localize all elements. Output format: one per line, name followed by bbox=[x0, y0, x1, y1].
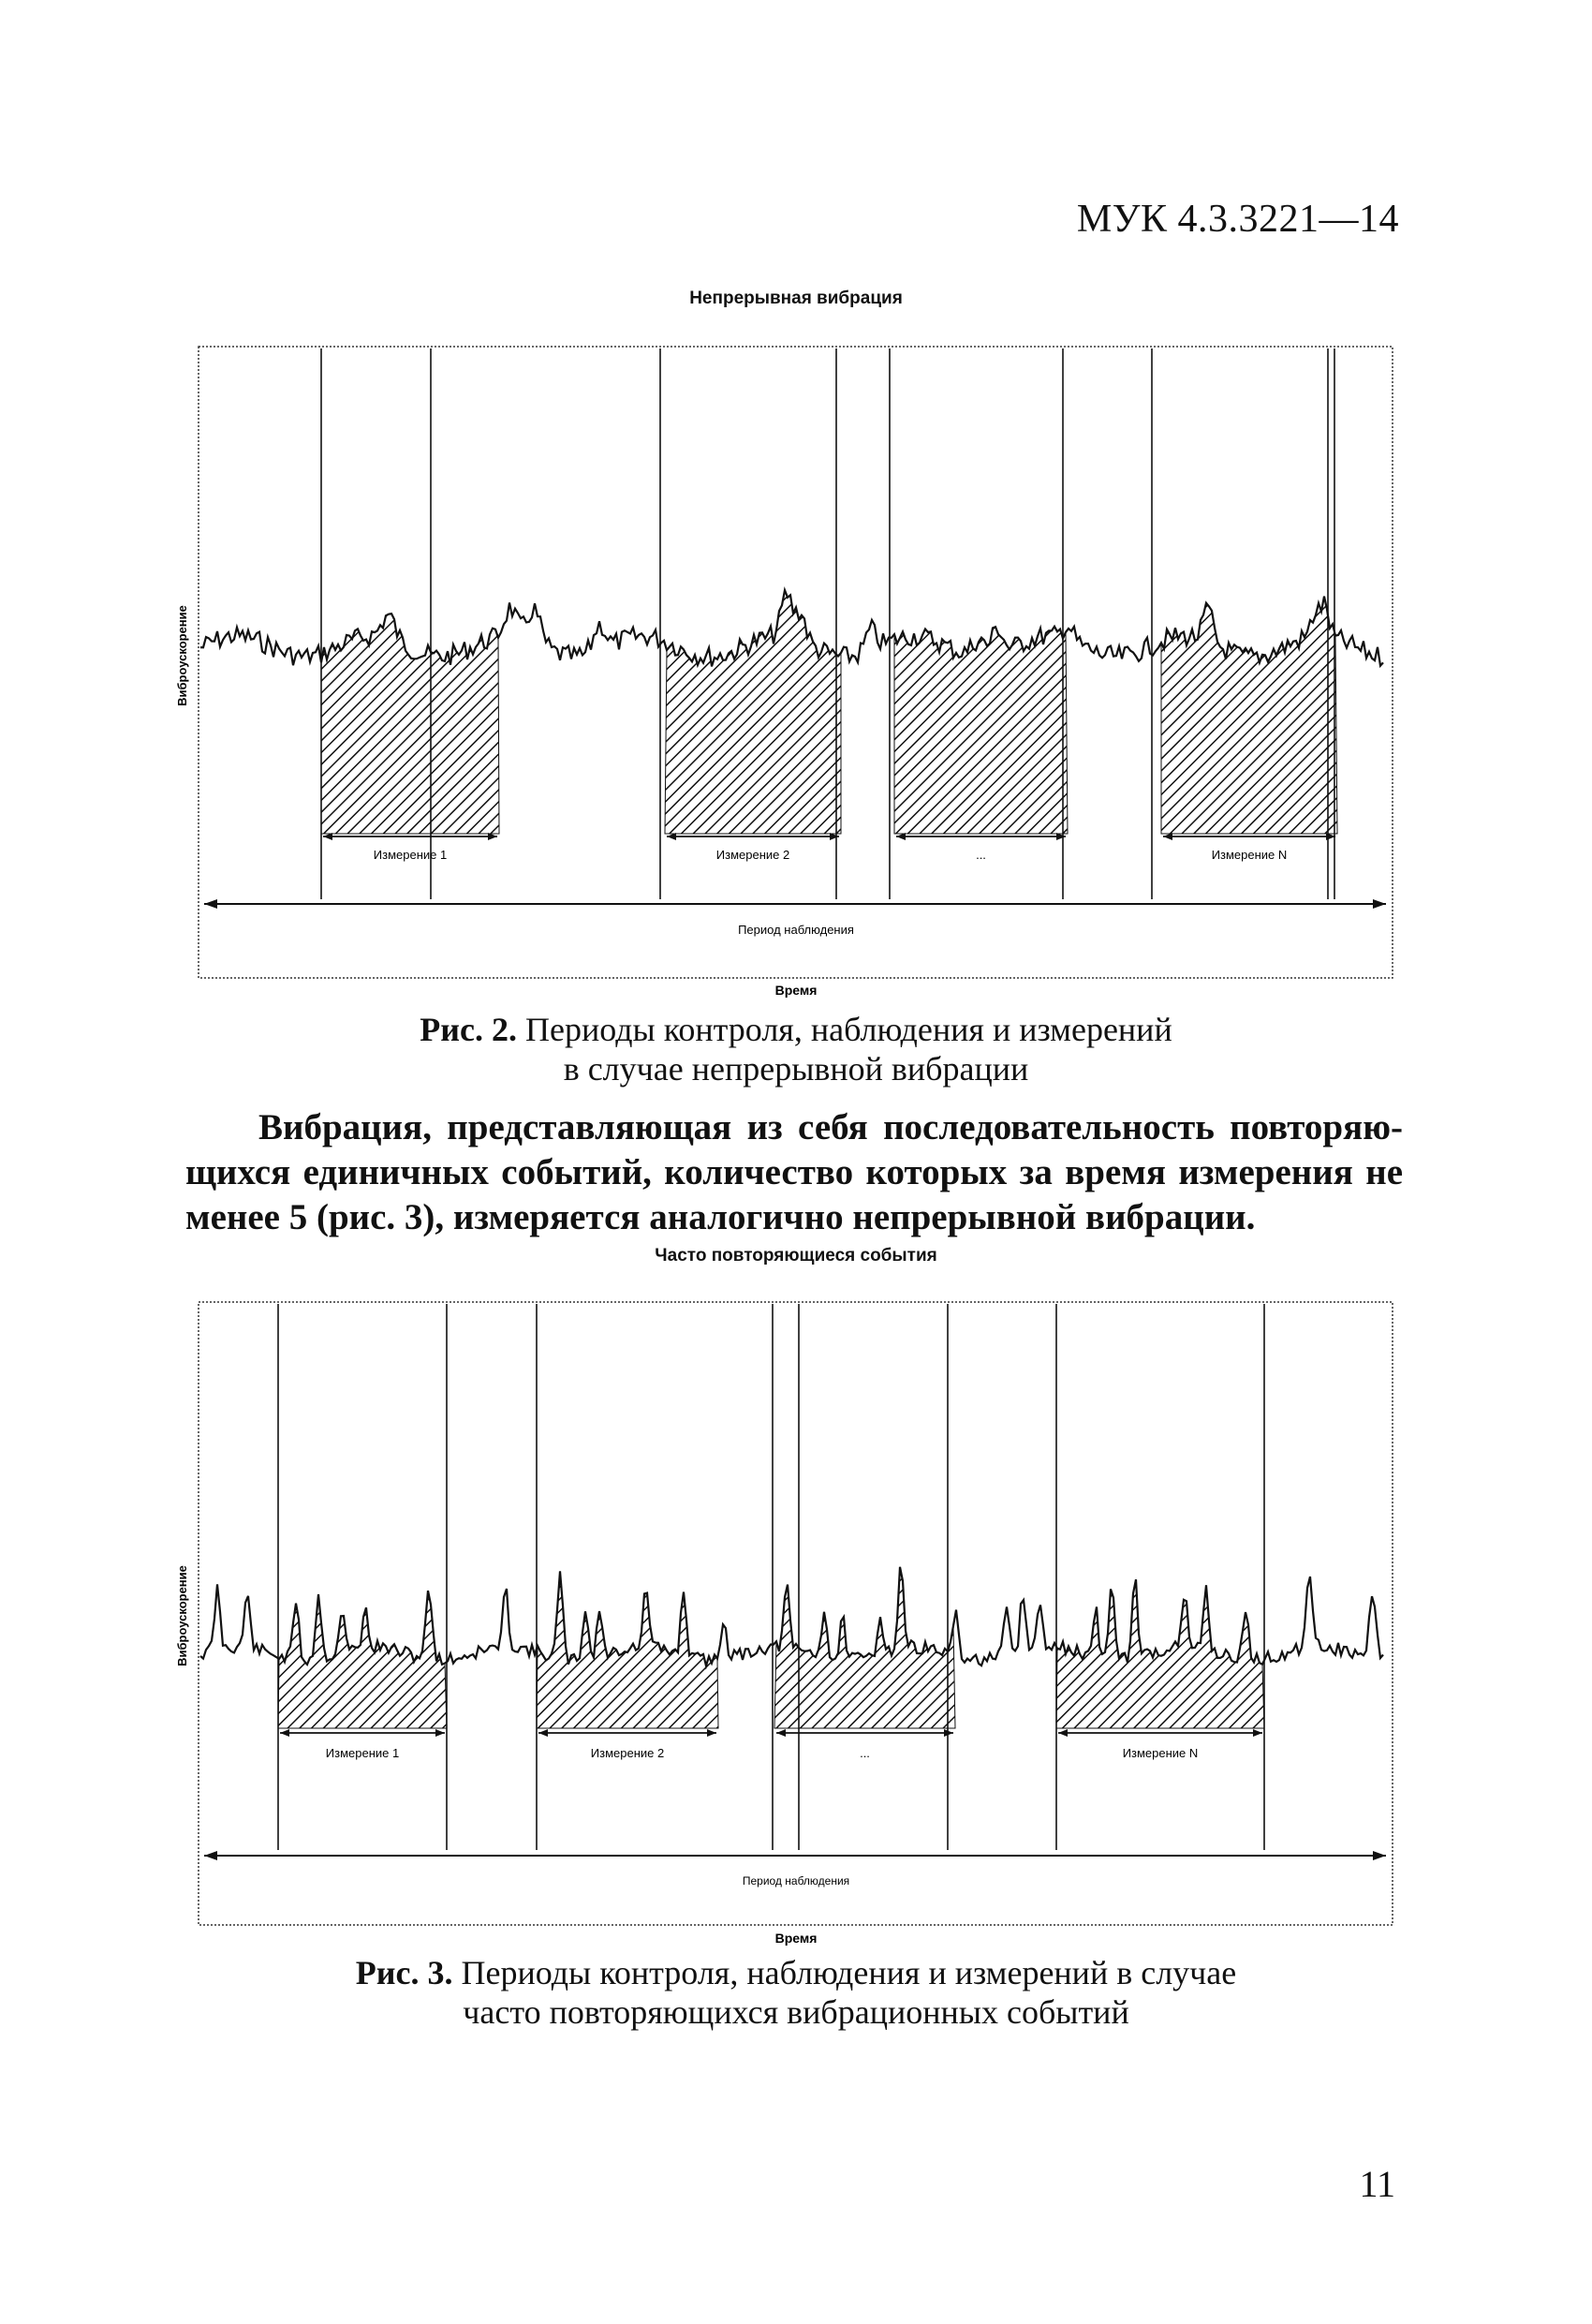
fig3-arrowhead bbox=[1253, 1729, 1262, 1737]
figure2-x-axis-label: Время bbox=[774, 983, 818, 998]
figure3-caption bbox=[0, 1953, 1592, 2032]
figure3-period-arrowhead-left bbox=[204, 1851, 217, 1860]
figure3-measurement-n-label: Измерение N bbox=[1122, 1746, 1199, 1760]
figure2-caption-line2: в случае непрерывной вибрации bbox=[563, 1050, 1029, 1088]
figure3-period-lines bbox=[278, 1304, 1264, 1850]
figure2-title: Непрерывная вибрация bbox=[689, 289, 903, 308]
figure3-y-axis-label: Виброускорение bbox=[175, 1565, 189, 1666]
figure3-frame bbox=[199, 1302, 1393, 1925]
figure2-period-label: Период наблюдения bbox=[738, 923, 854, 937]
page-number: 11 bbox=[1359, 2163, 1395, 2205]
fig3-arrowhead bbox=[280, 1729, 289, 1737]
document-code: МУК 4.3.3221—14 bbox=[1076, 198, 1399, 241]
fig3-hatched-window bbox=[537, 1571, 718, 1728]
figure3-caption-line2: часто повторяющихся вибрационных событий bbox=[463, 1993, 1129, 2031]
fig3-hatched-window bbox=[1056, 1579, 1264, 1728]
figure2-measurement-2-label: Измерение 2 bbox=[715, 848, 790, 862]
figure3-measurement-1-label: Измерение 1 bbox=[325, 1746, 400, 1760]
figure3-measurement-dots-label: ... bbox=[860, 1746, 870, 1760]
figure2-measurement-dots-label: ... bbox=[976, 848, 986, 862]
figure2-caption-line1: Периоды контроля, наблюдения и измерений bbox=[517, 1011, 1172, 1048]
paragraph-line-2: щихся единичных событий, количество которых за время измерения не bbox=[185, 1152, 1403, 1192]
fig3-arrowhead bbox=[707, 1729, 716, 1737]
paragraph-line-3: менее 5 (рис. 3), измеряется аналогично непрерывной вибрации. bbox=[185, 1197, 1256, 1237]
figure2-caption-prefix: Рис. 2. bbox=[420, 1011, 517, 1048]
figure2-y-axis-label: Виброускорение bbox=[175, 605, 189, 706]
figure3-caption-line1: Периоды контроля, наблюдения и измерений в случае bbox=[452, 1954, 1237, 1991]
figure3-period-label: Период наблюдения bbox=[742, 1874, 850, 1887]
fig3-arrowhead bbox=[435, 1729, 445, 1737]
figure3-caption-prefix: Рис. 3. bbox=[355, 1954, 453, 1991]
fig3-arrowhead bbox=[538, 1729, 548, 1737]
fig3-arrowhead bbox=[1058, 1729, 1068, 1737]
fig3-arrowhead bbox=[944, 1729, 953, 1737]
figure3-period-arrowhead-right bbox=[1373, 1851, 1386, 1860]
figure3-measurement-2-label: Измерение 2 bbox=[590, 1746, 665, 1760]
figure2-measurement-1-label: Измерение 1 bbox=[373, 848, 448, 862]
figure2-measurement-n-label: Измерение N bbox=[1211, 848, 1288, 862]
paragraph-line-1: Вибрация, представляющая из себя последовательность повторяю- bbox=[258, 1107, 1403, 1147]
fig3-arrowhead bbox=[776, 1729, 786, 1737]
fig3-hatched-window bbox=[774, 1567, 955, 1728]
figure3-title: Часто повторяющиеся события bbox=[655, 1246, 937, 1266]
figure3-measurement-arrows bbox=[280, 1729, 1262, 1737]
figure3-x-axis-label: Время bbox=[774, 1931, 818, 1946]
